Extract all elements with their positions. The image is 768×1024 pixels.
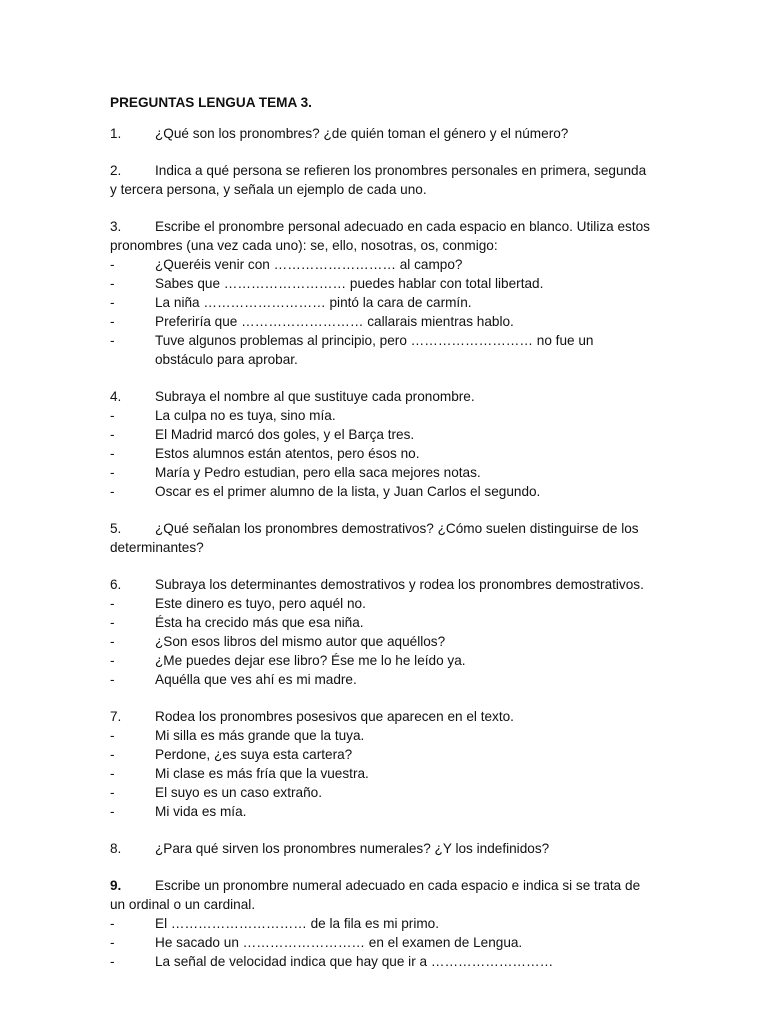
list-item-text: Este dinero es tuyo, pero aquél no. xyxy=(155,596,366,611)
dash-bullet: - xyxy=(110,954,115,969)
list-item-text: Ésta ha crecido más que esa niña. xyxy=(155,615,364,630)
dash-bullet: - xyxy=(110,446,115,461)
dash-bullet: - xyxy=(110,785,115,800)
dash-bullet: - xyxy=(110,484,115,499)
question-number: 5. xyxy=(110,521,122,536)
dash-bullet: - xyxy=(110,653,115,668)
dash-bullet: - xyxy=(110,672,115,687)
list-item xyxy=(110,293,650,312)
list-item xyxy=(110,255,650,274)
dash-bullet: - xyxy=(110,634,115,649)
dash-bullet: - xyxy=(110,747,115,762)
dash-bullet: - xyxy=(110,314,115,329)
dash-bullet: - xyxy=(110,916,115,931)
list-item xyxy=(110,274,650,293)
list-item-text: El suyo es un caso extraño. xyxy=(155,785,322,800)
question-text: ¿Qué son los pronombres? ¿de quién toman el género y el número? xyxy=(155,126,569,141)
list-item-text: La niña ……………………… pintó la cara de carmín. xyxy=(155,295,472,310)
question-text-row xyxy=(110,876,650,914)
list-item xyxy=(110,482,650,501)
list-item xyxy=(110,331,650,369)
question-text-row xyxy=(110,839,650,858)
question-text: Indica a qué persona se refieren los pronombres personales en primera, segunda y tercera persona, y señala un ejemplo de cada uno. xyxy=(110,163,647,197)
question-text-row xyxy=(110,519,650,557)
list-item xyxy=(110,312,650,331)
question-text: Subraya el nombre al que sustituye cada pronombre. xyxy=(155,389,475,404)
dash-bullet: - xyxy=(110,257,115,272)
dash-bullet: - xyxy=(110,615,115,630)
question-text: Escribe el pronombre personal adecuado en cada espacio en blanco. Utiliza estos pronombres (una vez cada uno): se, ello, nosotras, os, conmigo: xyxy=(110,219,650,253)
dash-bullet: - xyxy=(110,596,115,611)
dash-bullet: - xyxy=(110,295,115,310)
question-9 xyxy=(110,876,650,971)
dash-bullet: - xyxy=(110,427,115,442)
question-number: 7. xyxy=(110,709,122,724)
question-7 xyxy=(110,707,650,821)
question-text-row xyxy=(110,575,650,594)
question-3 xyxy=(110,217,650,369)
list-item xyxy=(110,952,650,971)
question-4 xyxy=(110,387,650,501)
question-number: 8. xyxy=(110,841,122,856)
question-text: Escribe un pronombre numeral adecuado en cada espacio e indica si se trata de un ordinal o un cardinal. xyxy=(110,878,641,912)
list-item-text: Perdone, ¿es suya esta cartera? xyxy=(155,747,353,762)
question-text: Rodea los pronombres posesivos que aparecen en el texto. xyxy=(155,709,514,724)
list-item-text: La culpa no es tuya, sino mía. xyxy=(155,408,336,423)
list-item-text: Estos alumnos están atentos, pero ésos no. xyxy=(155,446,420,461)
list-item-text: Oscar es el primer alumno de la lista, y Juan Carlos el segundo. xyxy=(155,484,541,499)
document-body xyxy=(110,93,650,989)
question-text-row xyxy=(110,387,650,406)
list-item-text: La señal de velocidad indica que hay que ir a ……………………… xyxy=(155,954,554,969)
dash-bullet: - xyxy=(110,728,115,743)
list-item-text: El ………………………… de la fila es mi primo. xyxy=(155,916,440,931)
list-item xyxy=(110,726,650,745)
list-item-text: Tuve algunos problemas al principio, pero ……………………… no fue un obstáculo para aprobar. xyxy=(155,333,594,367)
list-item xyxy=(110,651,650,670)
list-item-text: El Madrid marcó dos goles, y el Barça tres. xyxy=(155,427,415,442)
list-item xyxy=(110,802,650,821)
list-item xyxy=(110,594,650,613)
dash-bullet: - xyxy=(110,766,115,781)
question-text-row xyxy=(110,707,650,726)
list-item-text: ¿Son esos libros del mismo autor que aquéllos? xyxy=(155,634,446,649)
list-item xyxy=(110,406,650,425)
list-item-text: ¿Queréis venir con ……………………… al campo? xyxy=(155,257,463,272)
dash-bullet: - xyxy=(110,935,115,950)
question-text: ¿Para qué sirven los pronombres numerales? ¿Y los indefinidos? xyxy=(155,841,550,856)
question-5 xyxy=(110,519,650,557)
question-number: 6. xyxy=(110,577,122,592)
list-item xyxy=(110,444,650,463)
list-item-text: Sabes que ……………………… puedes hablar con total libertad. xyxy=(155,276,544,291)
dash-bullet: - xyxy=(110,333,115,348)
list-item xyxy=(110,670,650,689)
question-text-row xyxy=(110,124,650,143)
list-item xyxy=(110,914,650,933)
dash-bullet: - xyxy=(110,804,115,819)
question-text: Subraya los determinantes demostrativos y rodea los pronombres demostrativos. xyxy=(155,577,644,592)
list-item xyxy=(110,425,650,444)
question-2 xyxy=(110,161,650,199)
dash-bullet: - xyxy=(110,465,115,480)
dash-bullet: - xyxy=(110,276,115,291)
question-text-row xyxy=(110,217,650,255)
list-item xyxy=(110,783,650,802)
question-text-row xyxy=(110,161,650,199)
question-6 xyxy=(110,575,650,689)
list-item-text: María y Pedro estudian, pero ella saca mejores notas. xyxy=(155,465,481,480)
list-item xyxy=(110,613,650,632)
document-title: PREGUNTAS LENGUA TEMA 3. xyxy=(110,95,312,110)
list-item xyxy=(110,933,650,952)
list-item xyxy=(110,463,650,482)
question-text: ¿Qué señalan los pronombres demostrativos? ¿Cómo suelen distinguirse de los determinantes? xyxy=(110,521,639,555)
question-number: 2. xyxy=(110,163,122,178)
list-item xyxy=(110,632,650,651)
question-number: 4. xyxy=(110,389,122,404)
list-item-text: Mi silla es más grande que la tuya. xyxy=(155,728,365,743)
question-number: 3. xyxy=(110,219,122,234)
question-8 xyxy=(110,839,650,858)
list-item-text: Preferiría que ……………………… callarais mientras hablo. xyxy=(155,314,514,329)
list-item-text: Mi vida es mía. xyxy=(155,804,247,819)
dash-bullet: - xyxy=(110,408,115,423)
list-item-text: Mi clase es más fría que la vuestra. xyxy=(155,766,369,781)
list-item xyxy=(110,745,650,764)
list-item-text: Aquélla que ves ahí es mi madre. xyxy=(155,672,357,687)
list-item xyxy=(110,764,650,783)
question-1 xyxy=(110,124,650,143)
list-item-text: He sacado un ……………………… en el examen de Lengua. xyxy=(155,935,523,950)
question-list xyxy=(110,124,650,971)
list-item-text: ¿Me puedes dejar ese libro? Ése me lo he leído ya. xyxy=(155,653,466,668)
question-number: 1. xyxy=(110,126,122,141)
question-number: 9. xyxy=(110,878,122,893)
